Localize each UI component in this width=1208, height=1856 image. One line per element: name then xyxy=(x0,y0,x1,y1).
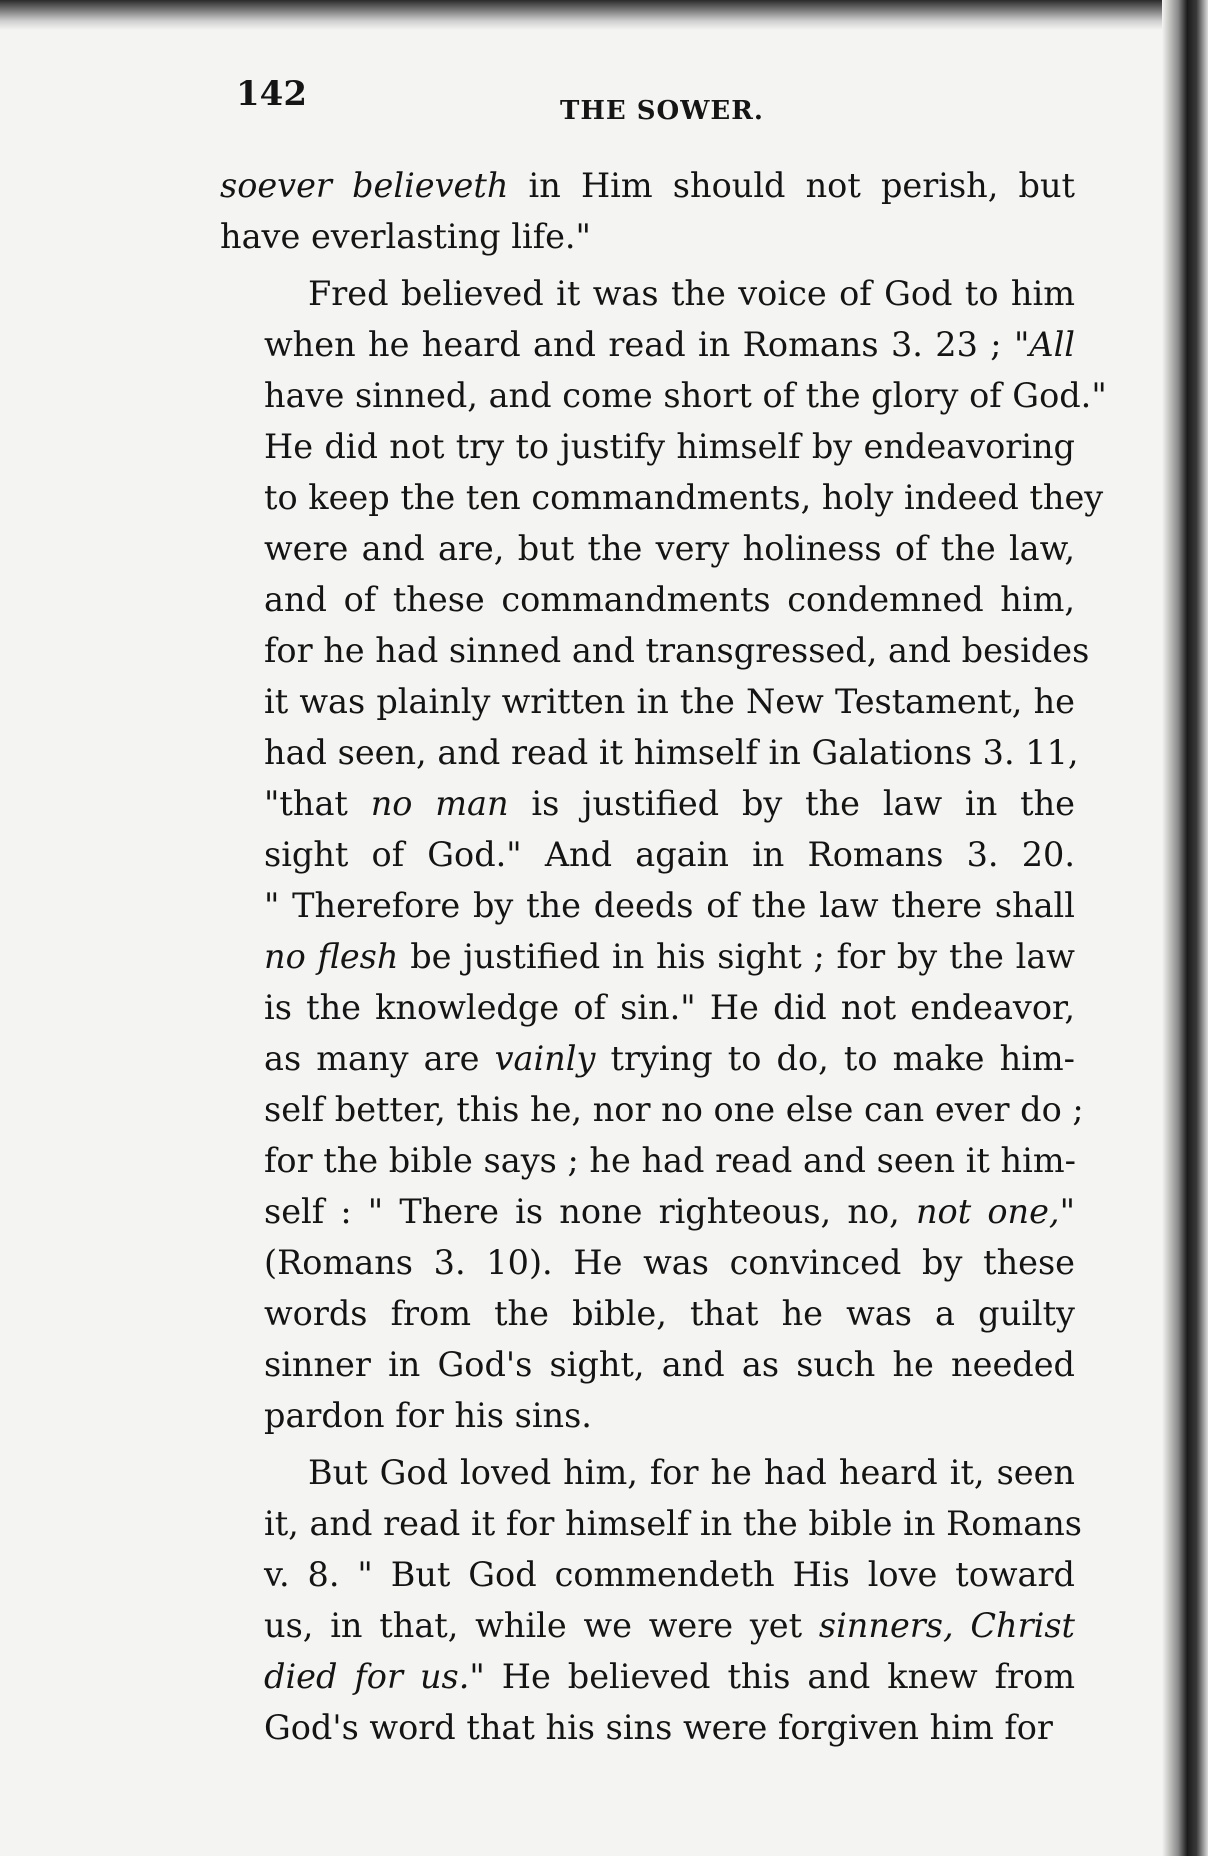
text-line xyxy=(220,982,1075,1033)
text-run: v. 8. " But God commendeth His love toward xyxy=(264,1555,1075,1594)
text-line xyxy=(220,1288,1075,1339)
text-line xyxy=(220,421,1075,472)
text-line xyxy=(220,1600,1075,1651)
running-head: THE SOWER. xyxy=(560,96,764,126)
book-binding-edge xyxy=(1162,0,1208,1856)
text-run: self better, this he, nor no one else can ever do ; xyxy=(264,1090,1084,1129)
text-line xyxy=(220,1135,1075,1186)
text-line xyxy=(220,370,1107,421)
text-run: He did not try to justify himself by endeavoring xyxy=(264,427,1075,466)
text-line xyxy=(220,1702,1075,1753)
text-line xyxy=(220,931,1075,982)
text-run: trying to do, to make him- xyxy=(595,1039,1075,1078)
text-run: (Romans 3. 10). He was convinced by these xyxy=(264,1243,1075,1282)
text-line xyxy=(220,1084,1084,1135)
text-line xyxy=(220,1186,1075,1237)
text-line xyxy=(220,880,1075,931)
italic-text: soever believeth xyxy=(220,166,509,205)
italic-text: sinners, Christ xyxy=(818,1606,1076,1645)
text-run: is justified by the law in the xyxy=(508,784,1075,823)
page-header xyxy=(230,74,1110,134)
text-run: as many are xyxy=(264,1039,495,1078)
text-run: and of these commandments condemned him, xyxy=(264,580,1075,619)
text-run: have sinned, and come short of the glory of God." xyxy=(264,376,1107,415)
text-line xyxy=(220,1447,1075,1498)
text-line xyxy=(220,268,1075,319)
text-line xyxy=(220,574,1075,625)
text-run: is the knowledge of sin." He did not endeavor, xyxy=(264,988,1075,1027)
text-run: be justified in his sight ; for by the law xyxy=(398,937,1075,976)
body-text xyxy=(220,160,1107,1759)
text-run: " Therefore by the deeds of the law there shall xyxy=(264,886,1075,925)
text-run: He believed this and knew from xyxy=(484,1657,1075,1696)
text-line xyxy=(220,1651,1075,1702)
text-line xyxy=(220,727,1079,778)
text-run: "that xyxy=(264,784,371,823)
text-line xyxy=(220,1237,1075,1288)
text-line xyxy=(220,523,1075,574)
text-line xyxy=(220,1498,1082,1549)
text-line xyxy=(220,319,1075,370)
page-number: 142 xyxy=(236,74,307,114)
text-run: had seen, and read it himself in Galations 3. 11, xyxy=(264,733,1079,772)
text-run: to keep the ten commandments, holy indeed they xyxy=(264,478,1104,517)
paragraph xyxy=(220,160,1075,262)
text-run: pardon for his sins. xyxy=(264,1396,592,1435)
text-run: for he had sinned and transgressed, and besides xyxy=(264,631,1090,670)
text-line xyxy=(220,211,1075,262)
text-run: God's word that his sins were forgiven him for xyxy=(264,1708,1053,1747)
paragraph xyxy=(220,268,1107,1441)
text-line xyxy=(220,1339,1075,1390)
text-line xyxy=(220,160,1075,211)
text-run: Fred believed it was the voice of God to him xyxy=(308,274,1075,313)
italic-text: vainly xyxy=(494,1039,596,1078)
scan-top-edge xyxy=(0,0,1208,30)
text-line xyxy=(220,829,1075,880)
text-run: for the bible says ; he had read and seen it him- xyxy=(264,1141,1076,1180)
italic-text: no flesh xyxy=(264,937,399,976)
text-line xyxy=(220,1549,1075,1600)
text-run: were and are, but the very holiness of the law, xyxy=(264,529,1075,568)
paragraph xyxy=(220,1447,1082,1753)
text-run: have everlasting life." xyxy=(220,217,591,256)
text-line xyxy=(220,1033,1075,1084)
text-run: words from the bible, that he was a guilty xyxy=(264,1294,1075,1333)
text-run: it, and read it for himself in the bible in Romans xyxy=(264,1504,1082,1543)
text-run: sinner in God's sight, and as such he needed xyxy=(264,1345,1075,1384)
text-line xyxy=(220,676,1075,727)
text-run: it was plainly written in the New Testament, he xyxy=(264,682,1075,721)
text-line xyxy=(220,625,1090,676)
italic-text: All xyxy=(1029,325,1075,364)
text-run: us, in that, while we were yet xyxy=(264,1606,819,1645)
text-run: sight of God." And again in Romans 3. 20. xyxy=(264,835,1075,874)
text-run: But God loved him, for he had heard it, seen xyxy=(308,1453,1075,1492)
italic-text: not one," xyxy=(915,1192,1075,1231)
text-line xyxy=(220,472,1104,523)
text-line xyxy=(220,778,1075,829)
text-run: in Him should not perish, but xyxy=(508,166,1075,205)
text-run: when he heard and read in Romans 3. 23 ; " xyxy=(264,325,1030,364)
italic-text: no man xyxy=(370,784,509,823)
italic-text: died for us." xyxy=(264,1657,485,1696)
text-line xyxy=(220,1390,1075,1441)
text-run: self : " There is none righteous, no, xyxy=(264,1192,916,1231)
